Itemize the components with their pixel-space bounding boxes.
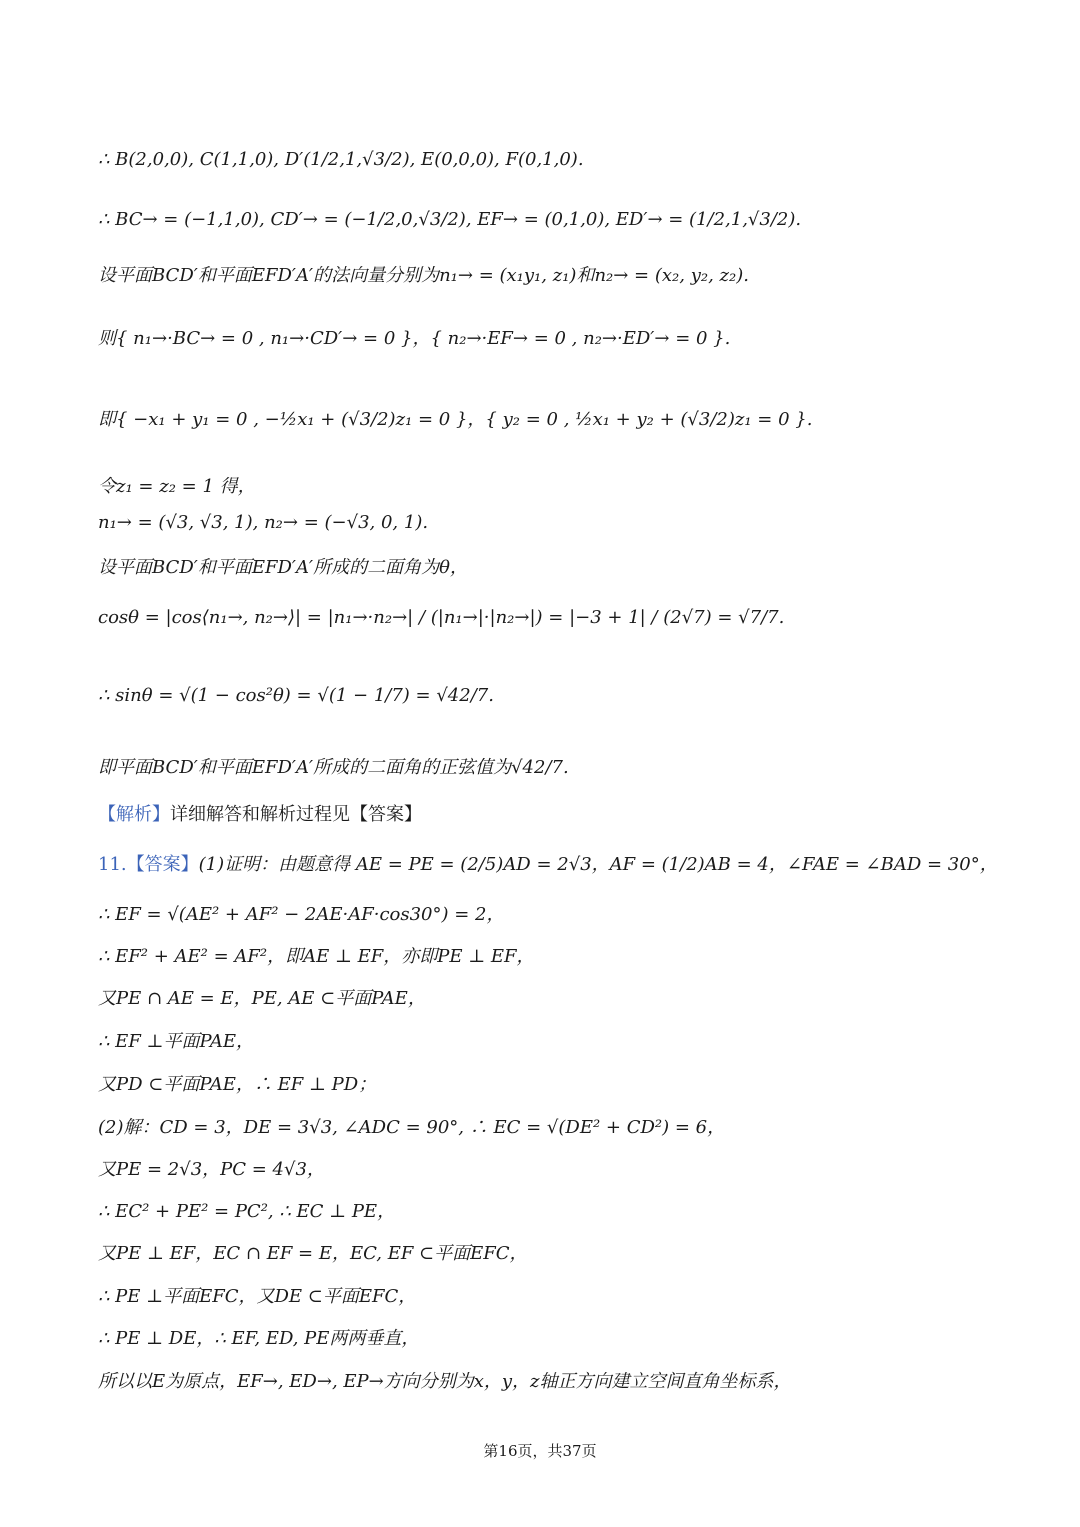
analysis-line (98, 803, 422, 827)
analysis-tag: 【解析】 (98, 804, 170, 825)
text-line: ∴ PE ⊥平面EFC，又DE ⊂平面EFC， (98, 1286, 417, 1307)
text-line: n₁→ = (√3, √3, 1), n₂→ = (−√3, 0, 1). (98, 512, 429, 533)
question-text: (1)证明：由题意得 AE = PE = (2/5)AD = 2√3，AF = (1/2)AB = 4，∠FAE = ∠BAD = 30°， (198, 854, 998, 875)
text-line: 又PE ∩ AE = E，PE, AE ⊂平面PAE， (98, 988, 426, 1009)
text-line: ∴ PE ⊥ DE，∴ EF, ED, PE两两垂直， (98, 1328, 420, 1349)
text-line: 设平面BCD′和平面EFD′A′的法向量分别为n₁→ = (x₁y₁, z₁)和n₂→ = (x₂, y₂, z₂). (98, 265, 749, 286)
text-line: 所以以E为原点，EF→, ED→, EP→方向分别为x，y，z轴正方向建立空间直角坐标系， (98, 1371, 792, 1392)
text-line: ∴ EF² + AE² = AF²，即AE ⊥ EF，亦即PE ⊥ EF， (98, 946, 535, 967)
text-line: cosθ = |cos⟨n₁→, n₂→⟩| = |n₁→·n₂→| / (|n₁→|·|n₂→|) = |−3 + 1| / (2√7) = √7/7. (98, 607, 785, 628)
text-line: 即平面BCD′和平面EFD′A′所成的二面角的正弦值为√42/7. (98, 757, 569, 778)
text-line: ∴ EF = √(AE² + AF² − 2AE·AF·cos30°) = 2， (98, 904, 505, 925)
text-line: 又PD ⊂平面PAE，∴ EF ⊥ PD； (98, 1074, 377, 1095)
text-line: ∴ EC² + PE² = PC², ∴ EC ⊥ PE， (98, 1201, 396, 1222)
text-line: 则{ n₁→·BC→ = 0 , n₁→·CD′→ = 0 }，{ n₂→·EF→ = 0 , n₂→·ED′→ = 0 }. (98, 328, 731, 349)
text-line: ∴ EF ⊥平面PAE， (98, 1031, 255, 1052)
page-footer: 第16页，共37页 (483, 1442, 597, 1460)
text-line: (2)解：CD = 3，DE = 3√3, ∠ADC = 90°, ∴ EC = √(DE² + CD²) = 6， (98, 1117, 726, 1138)
text-line: 设平面BCD′和平面EFD′A′所成的二面角为θ， (98, 557, 468, 578)
text-line: 又PE ⊥ EF，EC ∩ EF = E，EC, EF ⊂平面EFC， (98, 1243, 528, 1264)
question-number: 11. (98, 854, 127, 875)
text-line: ∴ BC→ = (−1,1,0), CD′→ = (−1/2,0,√3/2), EF→ = (0,1,0), ED′→ = (1/2,1,√3/2). (98, 209, 802, 230)
text-line: 令z₁ = z₂ = 1 得， (98, 476, 256, 497)
text-line: ∴ B(2,0,0), C(1,1,0), D′(1/2,1,√3/2), E(0,0,0), F(0,1,0). (98, 149, 584, 170)
text-line: 又PE = 2√3，PC = 4√3， (98, 1159, 325, 1180)
answer-tag: 【答案】 (126, 854, 199, 875)
text-line: 即{ −x₁ + y₁ = 0 , −½x₁ + (√3/2)z₁ = 0 }，{ y₂ = 0 , ½x₁ + y₂ + (√3/2)z₁ = 0 }. (98, 409, 813, 430)
analysis-text: 详细解答和解析过程见【答案】 (170, 804, 422, 825)
question-11-line (98, 853, 998, 877)
text-line: ∴ sinθ = √(1 − cos²θ) = √(1 − 1/7) = √42/7. (98, 685, 494, 706)
